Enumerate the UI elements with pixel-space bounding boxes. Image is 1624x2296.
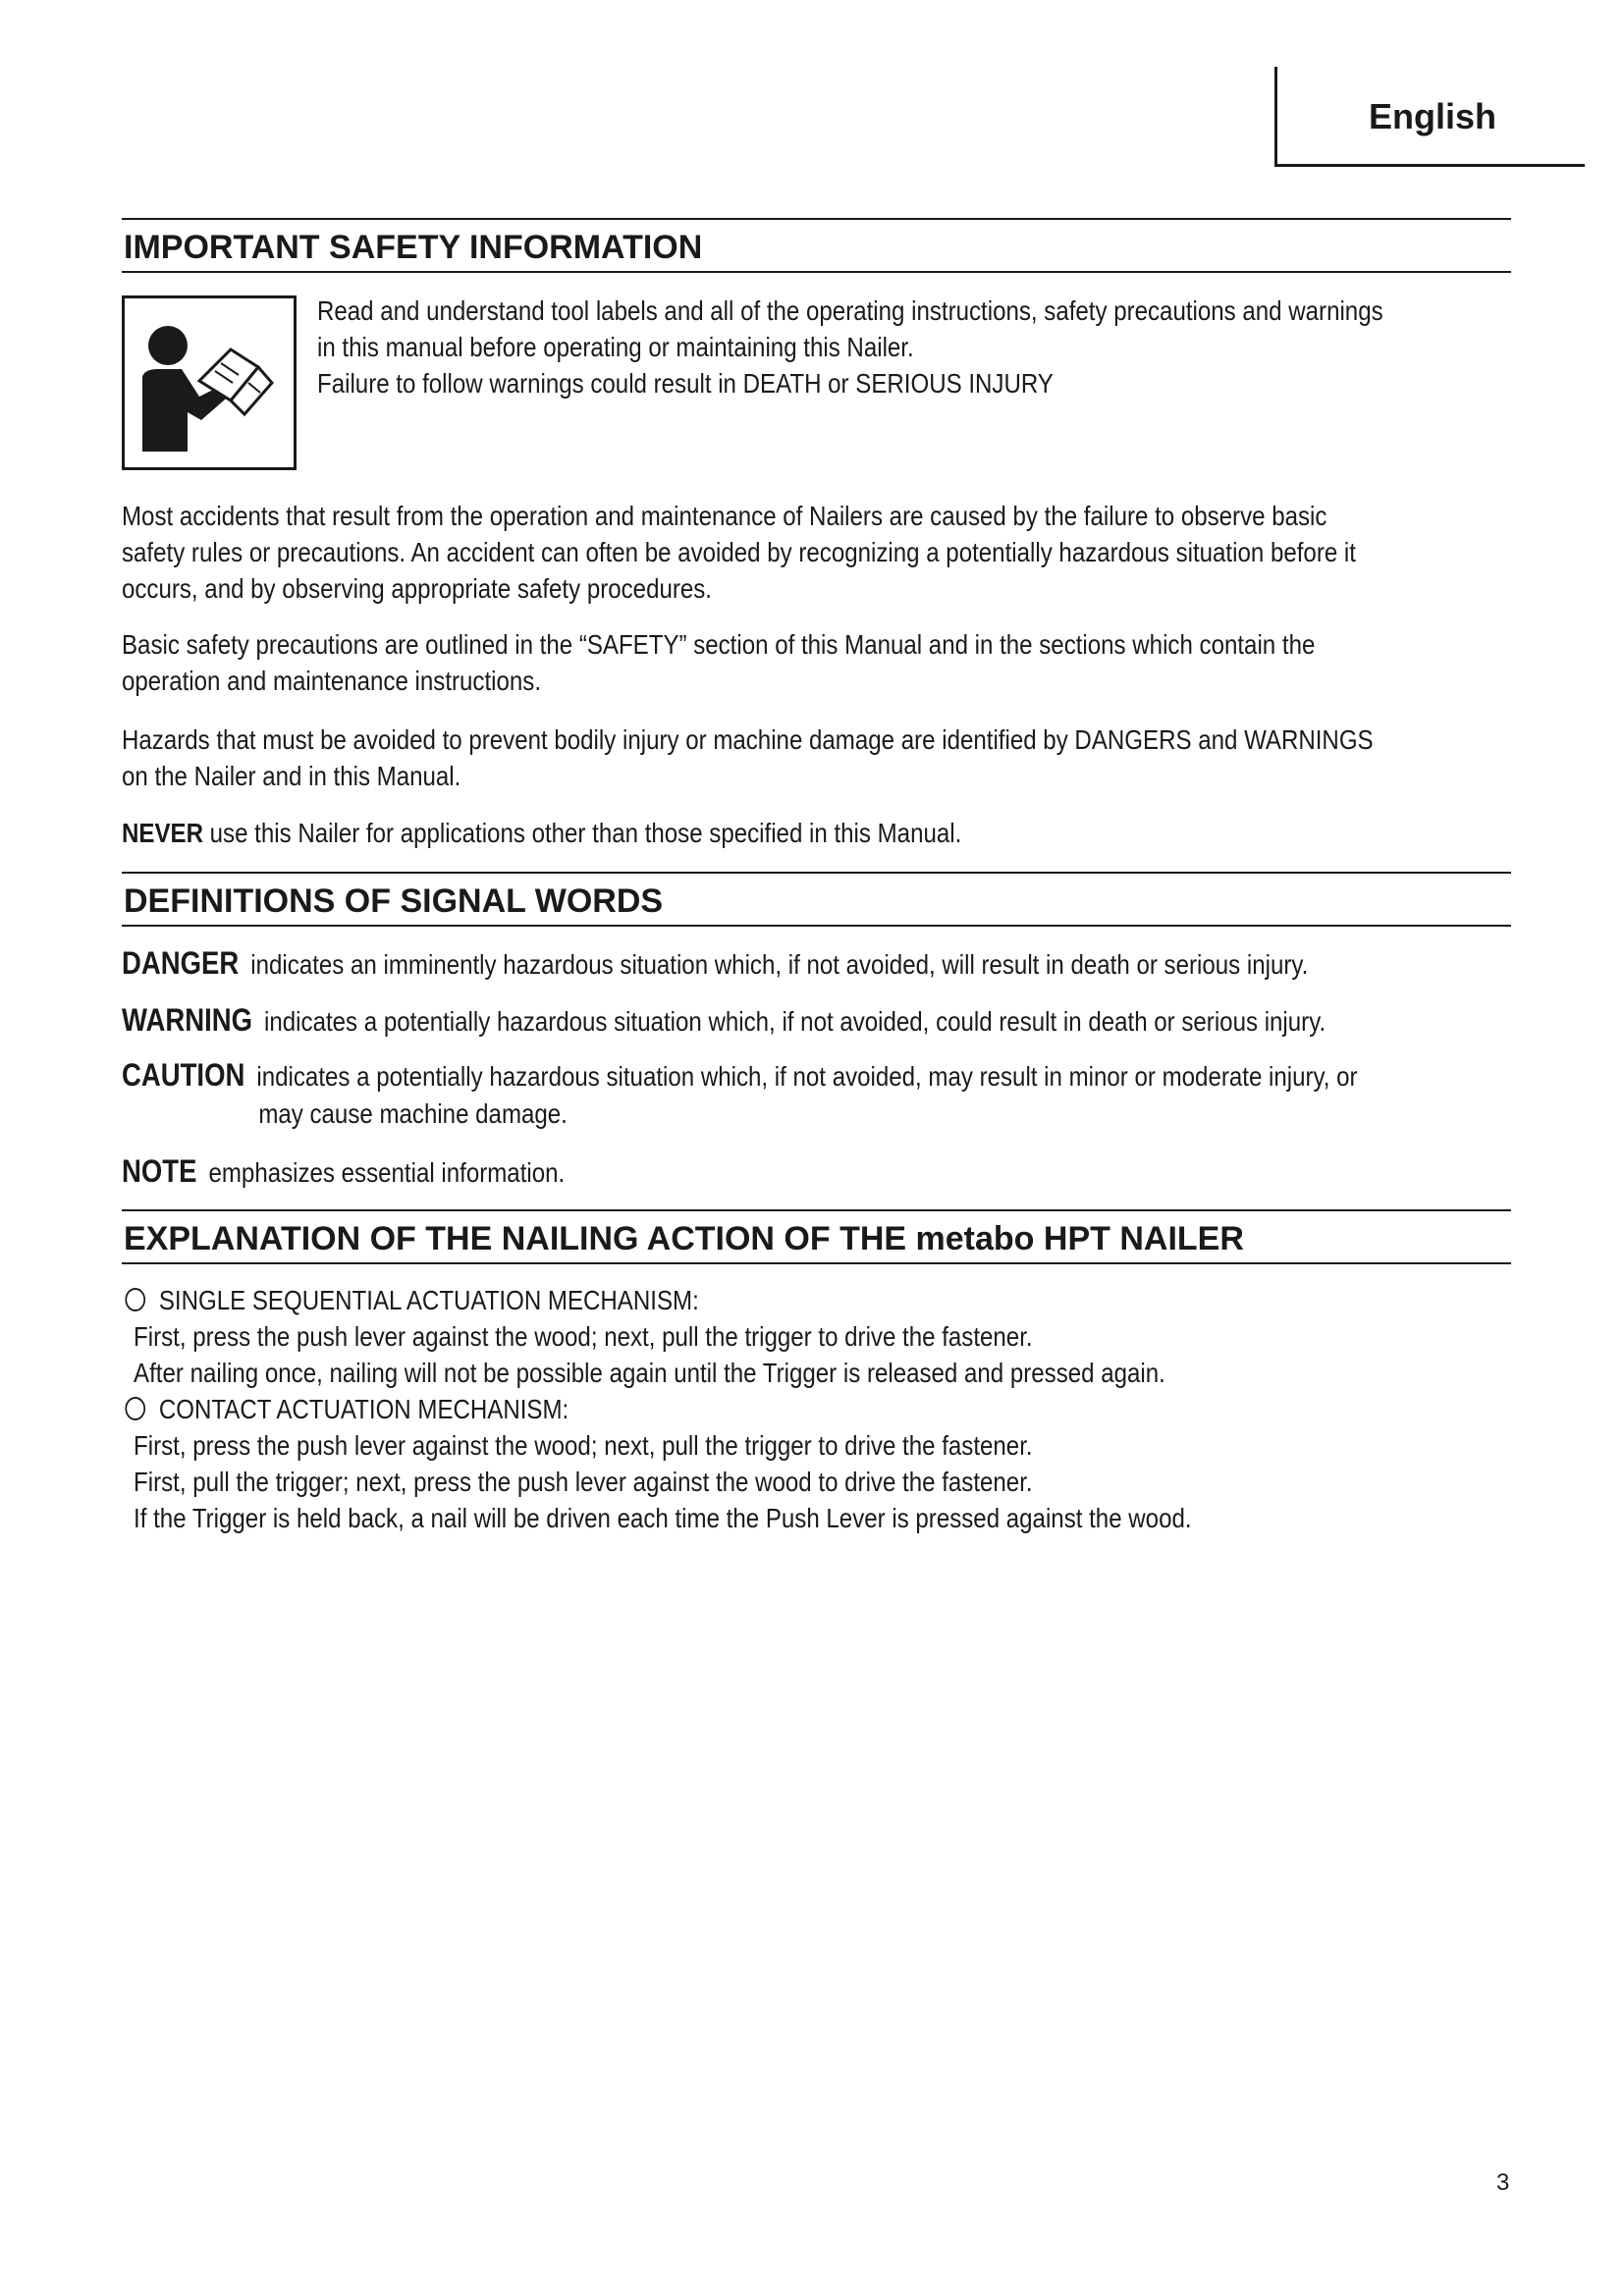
contact-heading-text: CONTACT ACTUATION MECHANISM: xyxy=(158,1394,569,1424)
para-line: occurs, and by observing appropriate safety procedures. xyxy=(122,573,713,604)
definitions-section-header xyxy=(122,872,1511,927)
contact-mechanism-heading xyxy=(122,1391,1513,1427)
para-line: on the Nailer and in this Manual. xyxy=(122,761,461,791)
para-line: operation and maintenance instructions. xyxy=(122,666,542,696)
never-text: use this Nailer for applications other than those specified in this Manual. xyxy=(209,818,962,848)
never-word: NEVER xyxy=(122,818,203,848)
safety-title: IMPORTANT SAFETY INFORMATION xyxy=(122,218,1511,273)
safety-paragraph-1 xyxy=(122,498,1511,607)
mechanism-line: First, press the push lever against the wood; next, pull the trigger to drive the fastener. xyxy=(134,1430,1033,1461)
intro-line: Failure to follow warnings could result in DEATH or SERIOUS INJURY xyxy=(317,368,1054,399)
intro-line: Read and understand tool labels and all of the operating instructions, safety precautions and warnings xyxy=(317,295,1383,326)
circle-bullet-icon xyxy=(125,1397,145,1420)
note-text: emphasizes essential information. xyxy=(208,1157,566,1188)
caution-text-continued: may cause machine damage. xyxy=(258,1098,568,1129)
caution-text: indicates a potentially hazardous situation which, if not avoided, may result in minor or moderate injury, or xyxy=(256,1061,1358,1092)
caution-word: CAUTION xyxy=(122,1057,245,1093)
page-number: 3 xyxy=(1496,2169,1510,2196)
mechanism-line: First, pull the trigger; next, press the push lever against the wood to drive the fastener. xyxy=(134,1467,1033,1497)
danger-word: DANGER xyxy=(122,945,240,981)
safety-section-header xyxy=(122,218,1511,273)
para-line: Most accidents that result from the operation and maintenance of Nailers are caused by the failure to observe basic xyxy=(122,501,1327,531)
circle-bullet-icon xyxy=(125,1288,145,1311)
read-manual-icon xyxy=(122,295,297,470)
mechanism-line: After nailing once, nailing will not be possible again until the Trigger is released and pressed again. xyxy=(134,1358,1165,1388)
language-label: English xyxy=(1368,96,1496,136)
para-line: Basic safety precautions are outlined in the “SAFETY” section of this Manual and in the sections which contain the xyxy=(122,629,1316,660)
note-word: NOTE xyxy=(122,1153,197,1189)
signal-warning xyxy=(122,1001,1516,1041)
single-mechanism-heading xyxy=(122,1282,1513,1318)
mechanism-line: If the Trigger is held back, a nail will be driven each time the Push Lever is pressed against the wood. xyxy=(134,1503,1192,1533)
single-heading-text: SINGLE SEQUENTIAL ACTUATION MECHANISM: xyxy=(158,1285,699,1315)
language-tab xyxy=(1274,67,1585,167)
warning-word: WARNING xyxy=(122,1002,253,1038)
mechanism-line: First, press the push lever against the wood; next, pull the trigger to drive the fastener. xyxy=(134,1321,1033,1352)
explanation-title: EXPLANATION OF THE NAILING ACTION OF THE metabo HPT NAILER xyxy=(122,1209,1511,1264)
definitions-title: DEFINITIONS OF SIGNAL WORDS xyxy=(122,872,1511,927)
safety-paragraph-3 xyxy=(122,721,1511,794)
warning-text: indicates a potentially hazardous situation which, if not avoided, could result in death or serious injury. xyxy=(264,1006,1326,1037)
signal-danger xyxy=(122,944,1516,984)
danger-text: indicates an imminently hazardous situation which, if not avoided, will result in death or serious injury. xyxy=(250,949,1309,980)
intro-line: in this manual before operating or maintaining this Nailer. xyxy=(317,332,914,362)
signal-note xyxy=(122,1152,1516,1192)
mechanism-list xyxy=(122,1282,1516,1536)
never-paragraph xyxy=(122,815,1511,851)
para-line: Hazards that must be avoided to prevent bodily injury or machine damage are identified by DANGERS and WARNINGS xyxy=(122,724,1374,755)
para-line: safety rules or precautions. An accident can often be avoided by recognizing a potentially hazardous situation before it xyxy=(122,537,1356,567)
safety-paragraph-2 xyxy=(122,626,1511,699)
safety-intro xyxy=(317,293,1515,401)
signal-caution xyxy=(122,1056,1516,1133)
explanation-section-header xyxy=(122,1209,1511,1264)
